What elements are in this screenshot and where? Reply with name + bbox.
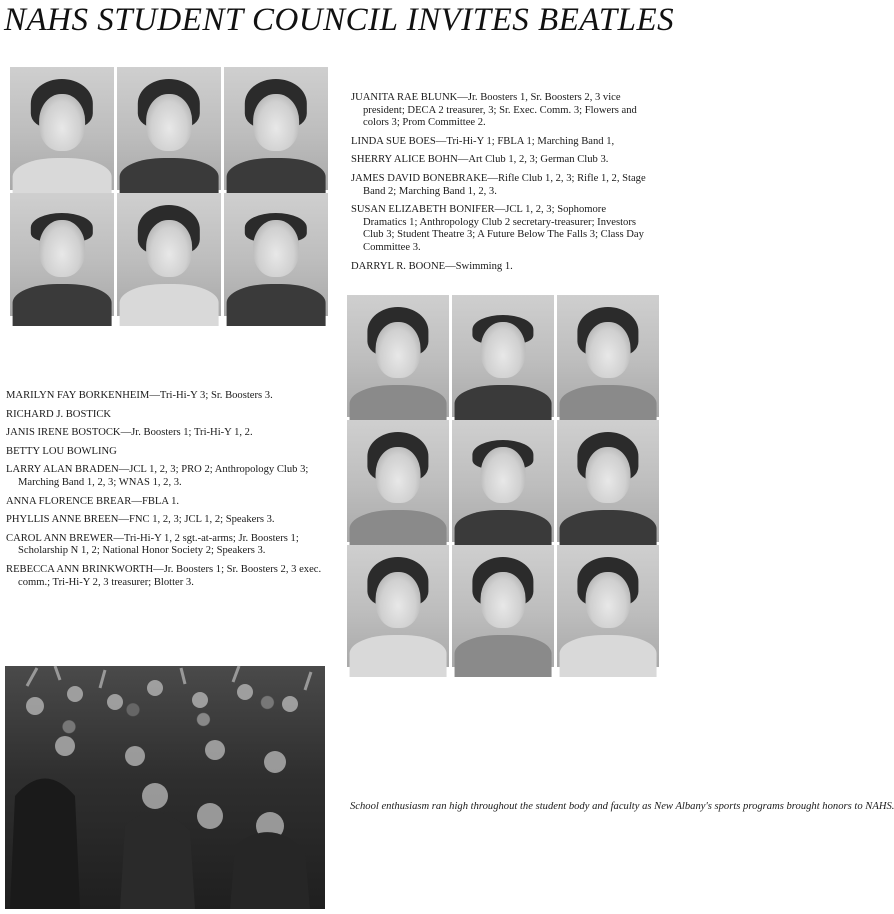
portrait-photo bbox=[452, 545, 554, 667]
portrait-photo bbox=[117, 193, 221, 316]
student-entry: SHERRY ALICE BOHN—Art Club 1, 2, 3; German Club 3. bbox=[351, 154, 609, 166]
portrait-photo bbox=[347, 420, 449, 542]
student-entry: JANIS IRENE BOSTOCK—Jr. Boosters 1; Tri-Hi-Y 1, 2. bbox=[6, 427, 253, 439]
student-entry: CAROL ANN BREWER—Tri-Hi-Y 1, 2 sgt.-at-arms; Jr. Boosters 1; Scholarship N 1, 2; National Honor Society 2; Speakers 3. bbox=[6, 532, 299, 557]
student-entry: JUANITA RAE BLUNK—Jr. Boosters 1, Sr. Boosters 2, 3 vice president; DECA 2 treasurer, 3; Sr. Exec. Comm. 3; Flowers and colors 3; Prom Committee 2. bbox=[351, 92, 637, 129]
portrait-photo bbox=[557, 295, 659, 417]
student-entries-right bbox=[351, 92, 652, 279]
portrait-photo bbox=[224, 67, 328, 190]
portrait-photo bbox=[452, 295, 554, 417]
portrait-photo bbox=[452, 420, 554, 542]
photo-caption: School enthusiasm ran high throughout the student body and faculty as New Albany's sports programs brought honors to NAHS. bbox=[350, 801, 894, 812]
portrait-photo bbox=[347, 545, 449, 667]
student-entry: SUSAN ELIZABETH BONIFER—JCL 1, 2, 3; Sophomore Dramatics 1; Anthropology Club 2 secretary-treasurer; Investors Club 3; Student Theatre 3; A Future Below The Falls 3; Class Day Committee 3. bbox=[351, 204, 644, 253]
portrait-photo bbox=[10, 67, 114, 190]
student-entry: RICHARD J. BOSTICK bbox=[6, 408, 112, 420]
portrait-photo bbox=[10, 193, 114, 316]
student-entry: MARILYN FAY BORKENHEIM—Tri-Hi-Y 3; Sr. Boosters 3. bbox=[6, 390, 273, 401]
page-headline: NAHS STUDENT COUNCIL INVITES BEATLES bbox=[4, 2, 675, 38]
portrait-photo bbox=[117, 67, 221, 190]
portrait-photo bbox=[224, 193, 328, 316]
portrait-photo bbox=[557, 420, 659, 542]
student-entry: PHYLLIS ANNE BREEN—FNC 1, 2, 3; JCL 1, 2; Speakers 3. bbox=[6, 514, 275, 526]
student-entry: JAMES DAVID BONEBRAKE—Rifle Club 1, 2, 3; Rifle 1, 2, Stage Band 2; Marching Band 1, 2, 3. bbox=[351, 172, 646, 197]
student-entry: LINDA SUE BOES—Tri-Hi-Y 1; FBLA 1; Marching Band 1, bbox=[351, 135, 615, 147]
portrait-grid-top-left bbox=[10, 67, 328, 316]
crowd-photo bbox=[5, 666, 325, 909]
student-entry: LARRY ALAN BRADEN—JCL 1, 2, 3; PRO 2; Anthropology Club 3; Marching Band 1, 2, 3; WNAS 1, 2, 3. bbox=[6, 464, 309, 488]
portrait-grid-right bbox=[347, 295, 659, 667]
student-entries-left bbox=[6, 390, 326, 595]
student-entry: DARRYL R. BOONE—Swimming 1. bbox=[351, 260, 513, 272]
portrait-photo bbox=[557, 545, 659, 667]
crowd-illustration bbox=[5, 666, 325, 909]
student-entry: ANNA FLORENCE BREAR—FBLA 1. bbox=[6, 495, 180, 507]
student-entry: BETTY LOU BOWLING bbox=[6, 445, 117, 457]
student-entry: REBECCA ANN BRINKWORTH—Jr. Boosters 1; Sr. Boosters 2, 3 exec. comm.; Tri-Hi-Y 2, 3 treasurer; Blotter 3. bbox=[6, 563, 322, 588]
portrait-photo bbox=[347, 295, 449, 417]
